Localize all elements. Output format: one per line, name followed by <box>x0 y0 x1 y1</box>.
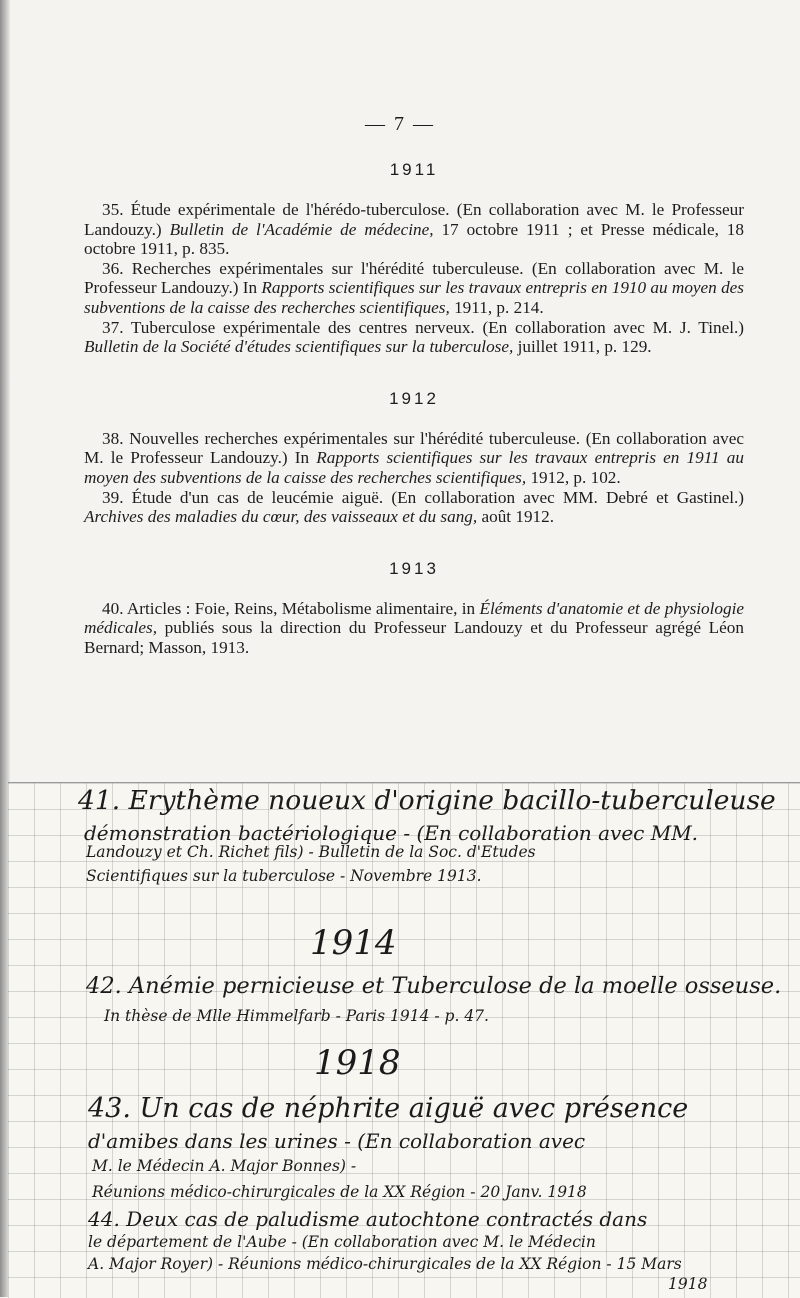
handwritten-entry-41-line: démonstration bactériologique - (En collaboration avec MM. <box>84 821 699 845</box>
entry-39: 39. Étude d'un cas de leucémie aiguë. (En collaboration avec MM. Debré et Gastinel.) Archives des maladies du cœur, des vaisseaux et du sang, août 1912. <box>84 487 744 527</box>
year-heading: 1913 <box>389 558 439 578</box>
handwritten-entry-42-line: 42. Anémie pernicieuse et Tuberculose de la moelle osseuse. <box>86 973 782 999</box>
handwritten-entry-42-line: In thèse de Mlle Himmelfarb - Paris 1914 - p. 47. <box>104 1007 489 1025</box>
handwritten-entry-41-line: Scientifiques sur la tuberculose - Novembre 1913. <box>86 867 482 885</box>
page-number: — 7 — <box>365 113 435 135</box>
section-1913 <box>84 559 744 658</box>
handwritten-entry-43-line: 43. Un cas de néphrite aiguë avec présence <box>88 1093 689 1124</box>
handwritten-entry-43-line: d'amibes dans les urines - (En collaboration avec <box>88 1129 586 1153</box>
printed-bibliography <box>84 160 744 690</box>
handwritten-year-1918: 1918 <box>314 1043 401 1083</box>
handwritten-entry-41-line: Landouzy et Ch. Richet fils) - Bulletin de la Soc. d'Etudes <box>86 843 536 861</box>
year-heading: 1912 <box>389 388 439 408</box>
entry-38: 38. Nouvelles recherches expérimentales sur l'hérédité tuberculeuse. (En collaboration avec M. le Professeur Landouzy.) In Rapports scientifiques sur les travaux entrepris en 1911 au moyen des subventions de la caisse des recherches scientifiques, 1912, p. 102. <box>84 428 744 487</box>
entry-40: 40. Articles : Foie, Reins, Métabolisme alimentaire, in Éléments d'anatomie et de physiologie médicales, publiés sous la direction du Professeur Landouzy et du Professeur agrégé Léon Bernard; Masson, 1913. <box>84 598 744 657</box>
year-heading: 1911 <box>389 160 439 179</box>
handwritten-entry-41-line: 41. Erythème noueux d'origine bacillo-tuberculeuse <box>78 785 776 816</box>
handwritten-entry-44-line: 44. Deux cas de paludisme autochtone contractés dans <box>88 1207 648 1231</box>
handwritten-year-1914: 1914 <box>310 923 397 963</box>
entry-36: 36. Recherches expérimentales sur l'hérédité tuberculeuse. (En collaboration avec M. le Professeur Landouzy.) In Rapports scientifiques sur les travaux entrepris en 1910 au moyen des subventions de la caisse des recherches scientifiques, 1911, p. 214. <box>84 258 744 317</box>
handwritten-entry-44-line: A. Major Royer) - Réunions médico-chirurgicales de la XX Région - 15 Mars <box>88 1255 682 1273</box>
handwritten-entry-44-line: 1918 <box>668 1275 708 1293</box>
handwritten-entry-44-line: le département de l'Aube - (En collaboration avec M. le Médecin <box>88 1233 596 1251</box>
entry-35: 35. Étude expérimentale de l'hérédo-tuberculose. (En collaboration avec M. le Professeur Landouzy.) Bulletin de l'Académie de médecine, 17 octobre 1911 ; et Presse médicale, 18 octobre 1911, p. 835. <box>84 200 744 259</box>
handwritten-entry-43-line: Réunions médico-chirurgicales de la XX Région - 20 Janv. 1918 <box>92 1183 587 1201</box>
handwritten-entry-43-line: M. le Médecin A. Major Bonnes) - <box>92 1157 357 1175</box>
section-1911 <box>84 160 744 357</box>
entry-37: 37. Tuberculose expérimentale des centres nerveux. (En collaboration avec M. J. Tinel.) Bulletin de la Société d'études scientifiques sur la tuberculose, juillet 1911, p. 129. <box>84 317 744 357</box>
section-1912 <box>84 389 744 527</box>
handwritten-addendum-sheet <box>8 782 800 1298</box>
